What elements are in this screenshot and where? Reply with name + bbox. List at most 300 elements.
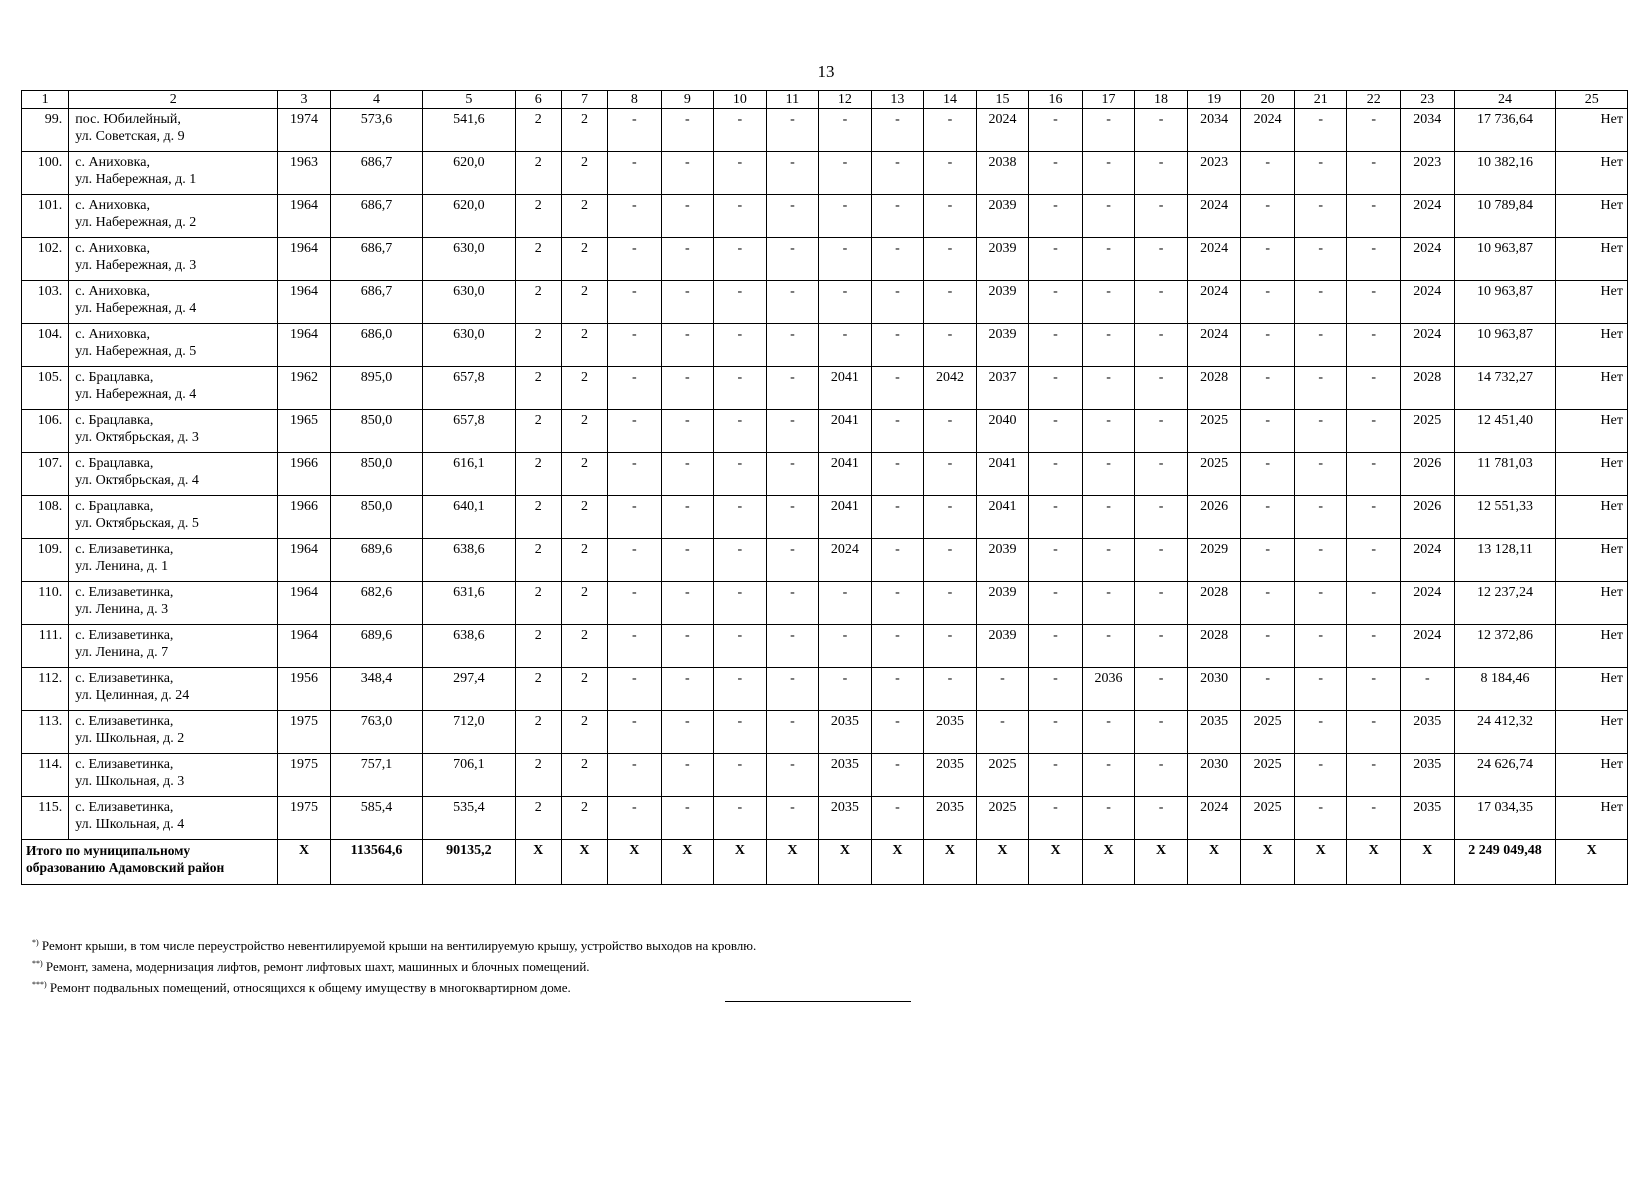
table-cell: - xyxy=(871,238,924,281)
row-number: 114. xyxy=(22,754,69,797)
street-address: ул. Школьная, д. 4 xyxy=(75,817,185,832)
table-cell: 17 736,64 xyxy=(1454,109,1556,152)
table-row xyxy=(22,281,1628,324)
table-cell: - xyxy=(1029,109,1083,152)
table-cell: 630,0 xyxy=(423,324,515,367)
table-cell: - xyxy=(1029,410,1083,453)
table-row xyxy=(22,496,1628,539)
table-cell: - xyxy=(1241,668,1295,711)
table-cell: - xyxy=(1294,539,1347,582)
table-cell: 2030 xyxy=(1187,668,1241,711)
table-cell: - xyxy=(608,453,662,496)
address-cell xyxy=(69,711,278,754)
table-cell: - xyxy=(714,152,767,195)
table-cell: - xyxy=(1241,582,1295,625)
table-cell: - xyxy=(661,152,714,195)
table-cell: - xyxy=(1294,582,1347,625)
table-cell: - xyxy=(1294,324,1347,367)
table-cell: 638,6 xyxy=(423,539,515,582)
table-cell: - xyxy=(1029,367,1083,410)
table-cell: 2034 xyxy=(1401,109,1455,152)
footnote-mark: ***) xyxy=(32,980,47,989)
table-cell: Нет xyxy=(1556,539,1628,582)
table-cell: 2035 xyxy=(924,754,977,797)
table-cell: - xyxy=(1347,109,1401,152)
table-cell: 2035 xyxy=(819,754,872,797)
table-cell: - xyxy=(1135,324,1188,367)
table-cell: - xyxy=(1347,797,1401,840)
table-cell: - xyxy=(766,195,819,238)
table-cell: 2035 xyxy=(1401,797,1455,840)
row-number: 102. xyxy=(22,238,69,281)
footnote-roof xyxy=(32,934,756,955)
table-cell: - xyxy=(714,582,767,625)
table-cell: 2 xyxy=(561,539,607,582)
table-cell: 535,4 xyxy=(423,797,515,840)
total-cell: X xyxy=(1294,840,1347,885)
table-cell: Нет xyxy=(1556,453,1628,496)
table-cell: - xyxy=(661,625,714,668)
table-cell: 2039 xyxy=(976,195,1029,238)
table-cell: Нет xyxy=(1556,625,1628,668)
street-address: ул. Набережная, д. 4 xyxy=(75,301,197,316)
table-cell: 1964 xyxy=(278,195,331,238)
table-cell: - xyxy=(1294,453,1347,496)
table-cell: 2025 xyxy=(976,754,1029,797)
table-cell: - xyxy=(1294,152,1347,195)
table-cell: 686,7 xyxy=(330,152,422,195)
table-row xyxy=(22,152,1628,195)
table-cell: 585,4 xyxy=(330,797,422,840)
table-row xyxy=(22,324,1628,367)
table-cell: - xyxy=(714,195,767,238)
table-cell: 2 xyxy=(515,324,561,367)
column-number: 15 xyxy=(976,91,1029,109)
table-cell: - xyxy=(766,324,819,367)
total-cell: X xyxy=(714,840,767,885)
address-cell xyxy=(69,410,278,453)
table-row xyxy=(22,195,1628,238)
table-cell: 2 xyxy=(561,324,607,367)
table-cell: - xyxy=(608,152,662,195)
table-cell: - xyxy=(1082,711,1135,754)
column-number: 11 xyxy=(766,91,819,109)
column-number: 6 xyxy=(515,91,561,109)
table-cell: - xyxy=(1029,453,1083,496)
column-number: 8 xyxy=(608,91,662,109)
row-number: 113. xyxy=(22,711,69,754)
table-cell: - xyxy=(608,711,662,754)
table-cell: - xyxy=(714,281,767,324)
table-cell: - xyxy=(871,797,924,840)
table-cell: 2 xyxy=(561,625,607,668)
table-cell: - xyxy=(924,238,977,281)
table-cell: 640,1 xyxy=(423,496,515,539)
column-number: 12 xyxy=(819,91,872,109)
table-cell: 2 xyxy=(561,797,607,840)
table-cell: 1963 xyxy=(278,152,331,195)
settlement-name: с. Брацлавка, xyxy=(75,456,154,471)
total-cell: X xyxy=(871,840,924,885)
address-cell xyxy=(69,367,278,410)
table-cell: - xyxy=(1029,754,1083,797)
table-cell: - xyxy=(1241,238,1295,281)
table-cell: 1964 xyxy=(278,281,331,324)
table-cell: Нет xyxy=(1556,496,1628,539)
settlement-name: с. Аниховка, xyxy=(75,241,150,256)
table-cell: 348,4 xyxy=(330,668,422,711)
table-cell: - xyxy=(871,367,924,410)
table-cell: - xyxy=(924,668,977,711)
table-cell: 2024 xyxy=(1401,324,1455,367)
table-cell: - xyxy=(1347,324,1401,367)
table-cell: - xyxy=(871,539,924,582)
footnote-mark: **) xyxy=(32,959,43,968)
table-cell: - xyxy=(1029,539,1083,582)
table-cell: 2 xyxy=(561,238,607,281)
table-cell: - xyxy=(1029,281,1083,324)
column-number: 17 xyxy=(1082,91,1135,109)
closing-rule xyxy=(725,1001,911,1002)
table-cell: - xyxy=(1135,754,1188,797)
table-cell: 12 237,24 xyxy=(1454,582,1556,625)
table-cell: 2041 xyxy=(819,453,872,496)
table-cell: 2 xyxy=(561,668,607,711)
settlement-name: с. Аниховка, xyxy=(75,327,150,342)
table-cell: 2024 xyxy=(1401,238,1455,281)
table-cell: - xyxy=(1347,754,1401,797)
table-cell: 2 xyxy=(561,367,607,410)
table-cell: - xyxy=(1347,539,1401,582)
table-cell: - xyxy=(924,453,977,496)
table-cell: 2 xyxy=(515,152,561,195)
table-cell: 630,0 xyxy=(423,281,515,324)
table-cell: - xyxy=(714,367,767,410)
total-label-line: Итого по муниципальному xyxy=(26,843,191,858)
table-cell: 24 412,32 xyxy=(1454,711,1556,754)
table-cell: 630,0 xyxy=(423,238,515,281)
table-cell: 17 034,35 xyxy=(1454,797,1556,840)
column-number-row xyxy=(22,91,1628,109)
total-cell: X xyxy=(1347,840,1401,885)
table-cell: - xyxy=(608,582,662,625)
table-cell: - xyxy=(819,625,872,668)
table-cell: 850,0 xyxy=(330,453,422,496)
address-cell xyxy=(69,281,278,324)
street-address: ул. Школьная, д. 2 xyxy=(75,731,185,746)
table-cell: 2035 xyxy=(1401,711,1455,754)
table-cell: 2023 xyxy=(1187,152,1241,195)
table-row xyxy=(22,453,1628,496)
table-cell: - xyxy=(1135,668,1188,711)
total-cell: X xyxy=(766,840,819,885)
table-cell: - xyxy=(661,238,714,281)
table-cell: - xyxy=(924,109,977,152)
table-cell: - xyxy=(766,797,819,840)
table-cell: - xyxy=(1029,711,1083,754)
table-cell: - xyxy=(714,453,767,496)
table-cell: 2 xyxy=(515,281,561,324)
total-row xyxy=(22,840,1628,885)
table-cell: 10 963,87 xyxy=(1454,281,1556,324)
table-cell: 2 xyxy=(515,195,561,238)
column-number: 1 xyxy=(22,91,69,109)
table-cell: - xyxy=(766,238,819,281)
street-address: ул. Школьная, д. 3 xyxy=(75,774,185,789)
table-cell: 763,0 xyxy=(330,711,422,754)
page-number: 13 xyxy=(817,62,835,81)
table-cell: 2025 xyxy=(1401,410,1455,453)
table-cell: - xyxy=(871,711,924,754)
total-cell: X xyxy=(278,840,331,885)
table-cell: - xyxy=(766,625,819,668)
table-cell: 13 128,11 xyxy=(1454,539,1556,582)
table-cell: 2 xyxy=(515,582,561,625)
table-cell: - xyxy=(608,539,662,582)
table-cell: 2025 xyxy=(976,797,1029,840)
total-label-line: образованию Адамовский район xyxy=(26,860,225,875)
table-cell: - xyxy=(1347,453,1401,496)
table-cell: 2030 xyxy=(1187,754,1241,797)
table-cell: - xyxy=(924,281,977,324)
table-cell: 2024 xyxy=(1241,109,1295,152)
total-cell: X xyxy=(819,840,872,885)
table-cell: - xyxy=(661,453,714,496)
table-cell: 8 184,46 xyxy=(1454,668,1556,711)
table-cell: 2026 xyxy=(1401,496,1455,539)
table-cell: - xyxy=(924,582,977,625)
table-cell: - xyxy=(1241,539,1295,582)
table-cell: 2035 xyxy=(1187,711,1241,754)
table-cell: - xyxy=(976,668,1029,711)
column-number: 21 xyxy=(1294,91,1347,109)
table-cell: - xyxy=(1082,152,1135,195)
street-address: ул. Советская, д. 9 xyxy=(75,129,185,144)
table-cell: - xyxy=(819,324,872,367)
settlement-name: с. Елизаветинка, xyxy=(75,542,174,557)
table-cell: - xyxy=(1401,668,1455,711)
table-cell: - xyxy=(819,152,872,195)
total-cell: X xyxy=(1401,840,1455,885)
table-cell: - xyxy=(1347,367,1401,410)
table-cell: 2 xyxy=(561,711,607,754)
table-cell: - xyxy=(1082,539,1135,582)
table-cell: 2 xyxy=(561,410,607,453)
settlement-name: с. Елизаветинка, xyxy=(75,800,174,815)
table-cell: 686,7 xyxy=(330,195,422,238)
table-cell: - xyxy=(1294,109,1347,152)
column-number: 22 xyxy=(1347,91,1401,109)
table-cell: 850,0 xyxy=(330,410,422,453)
table-row xyxy=(22,668,1628,711)
table-cell: - xyxy=(1135,625,1188,668)
table-cell: - xyxy=(714,754,767,797)
table-cell: Нет xyxy=(1556,367,1628,410)
total-cell: 2 249 049,48 xyxy=(1454,840,1556,885)
table-cell: - xyxy=(608,195,662,238)
table-cell: 2037 xyxy=(976,367,1029,410)
table-cell: 2039 xyxy=(976,281,1029,324)
table-cell: - xyxy=(1347,281,1401,324)
table-cell: 1964 xyxy=(278,324,331,367)
street-address: ул. Набережная, д. 3 xyxy=(75,258,197,273)
settlement-name: с. Елизаветинка, xyxy=(75,714,174,729)
total-cell: X xyxy=(1135,840,1188,885)
table-cell: Нет xyxy=(1556,582,1628,625)
table-cell: - xyxy=(1241,195,1295,238)
table-cell: - xyxy=(608,797,662,840)
table-cell: 24 626,74 xyxy=(1454,754,1556,797)
table-cell: - xyxy=(1294,711,1347,754)
table-cell: 2039 xyxy=(976,238,1029,281)
table-cell: - xyxy=(1029,195,1083,238)
table-cell: - xyxy=(1029,582,1083,625)
table-cell: 638,6 xyxy=(423,625,515,668)
table-cell: - xyxy=(819,668,872,711)
table-cell: - xyxy=(661,539,714,582)
table-cell: - xyxy=(608,109,662,152)
table-cell: - xyxy=(766,109,819,152)
table-cell: 2 xyxy=(515,238,561,281)
table-cell: - xyxy=(819,195,872,238)
table-cell: - xyxy=(1241,152,1295,195)
street-address: ул. Набережная, д. 5 xyxy=(75,344,197,359)
table-cell: 2039 xyxy=(976,625,1029,668)
repair-schedule-table xyxy=(21,90,1628,885)
footnote-elevators xyxy=(32,955,756,976)
table-cell: - xyxy=(1294,496,1347,539)
table-row xyxy=(22,711,1628,754)
table-cell: 2041 xyxy=(976,496,1029,539)
table-cell: - xyxy=(871,496,924,539)
table-cell: - xyxy=(871,625,924,668)
table-cell: Нет xyxy=(1556,195,1628,238)
table-cell: 2035 xyxy=(819,797,872,840)
table-cell: 2 xyxy=(515,754,561,797)
table-cell: - xyxy=(1294,410,1347,453)
table-cell: - xyxy=(924,539,977,582)
table-cell: 2039 xyxy=(976,539,1029,582)
settlement-name: с. Елизаветинка, xyxy=(75,628,174,643)
table-cell: - xyxy=(1082,195,1135,238)
table-cell: 2028 xyxy=(1187,367,1241,410)
table-cell: - xyxy=(766,668,819,711)
table-cell: - xyxy=(1135,797,1188,840)
table-body xyxy=(22,91,1628,885)
footnote-basement xyxy=(32,976,756,997)
table-cell: 2025 xyxy=(1241,711,1295,754)
settlement-name: с. Елизаветинка, xyxy=(75,671,174,686)
street-address: ул. Целинная, д. 24 xyxy=(75,688,190,703)
table-cell: 2 xyxy=(561,195,607,238)
table-cell: 2024 xyxy=(1401,582,1455,625)
table-cell: - xyxy=(766,410,819,453)
table-cell: - xyxy=(1294,238,1347,281)
settlement-name: с. Брацлавка, xyxy=(75,499,154,514)
address-cell xyxy=(69,324,278,367)
total-cell: X xyxy=(608,840,662,885)
table-cell: 2 xyxy=(561,754,607,797)
table-cell: 1975 xyxy=(278,797,331,840)
settlement-name: с. Брацлавка, xyxy=(75,413,154,428)
table-cell: 2041 xyxy=(819,410,872,453)
table-cell: 12 372,86 xyxy=(1454,625,1556,668)
table-cell: 2041 xyxy=(819,367,872,410)
table-cell: - xyxy=(608,281,662,324)
table-cell: - xyxy=(766,367,819,410)
table-cell: 2024 xyxy=(1187,324,1241,367)
address-cell xyxy=(69,238,278,281)
table-cell: - xyxy=(1135,109,1188,152)
column-number: 13 xyxy=(871,91,924,109)
table-row xyxy=(22,797,1628,840)
table-cell: 2024 xyxy=(1401,539,1455,582)
table-cell: 620,0 xyxy=(423,195,515,238)
table-cell: - xyxy=(608,324,662,367)
total-cell: X xyxy=(1241,840,1295,885)
address-cell xyxy=(69,582,278,625)
street-address: ул. Ленина, д. 1 xyxy=(75,559,169,574)
table-cell: 2024 xyxy=(1401,195,1455,238)
table-cell: - xyxy=(871,281,924,324)
table-cell: 2 xyxy=(561,152,607,195)
table-cell: 2 xyxy=(515,797,561,840)
table-cell: - xyxy=(714,797,767,840)
total-cell: 90135,2 xyxy=(423,840,515,885)
address-cell xyxy=(69,152,278,195)
table-cell: - xyxy=(661,195,714,238)
table-cell: - xyxy=(661,324,714,367)
table-cell: - xyxy=(661,281,714,324)
table-cell: 12 451,40 xyxy=(1454,410,1556,453)
table-cell: 10 963,87 xyxy=(1454,238,1556,281)
table-cell: - xyxy=(924,195,977,238)
row-number: 106. xyxy=(22,410,69,453)
table-cell: - xyxy=(924,625,977,668)
table-cell: 2024 xyxy=(819,539,872,582)
column-number: 5 xyxy=(423,91,515,109)
row-number: 105. xyxy=(22,367,69,410)
total-cell: X xyxy=(1187,840,1241,885)
table-cell: - xyxy=(1029,324,1083,367)
total-cell: X xyxy=(515,840,561,885)
address-cell xyxy=(69,754,278,797)
total-cell: X xyxy=(924,840,977,885)
table-cell: - xyxy=(661,711,714,754)
table-cell: - xyxy=(819,281,872,324)
table-cell: 616,1 xyxy=(423,453,515,496)
table-cell: 10 789,84 xyxy=(1454,195,1556,238)
total-cell: X xyxy=(976,840,1029,885)
table-cell: - xyxy=(661,109,714,152)
table-cell: - xyxy=(661,410,714,453)
table-cell: - xyxy=(714,109,767,152)
total-cell: X xyxy=(1029,840,1083,885)
table-cell: - xyxy=(1294,625,1347,668)
address-cell xyxy=(69,539,278,582)
table-cell: 2025 xyxy=(1241,754,1295,797)
table-cell: - xyxy=(1347,711,1401,754)
table-row xyxy=(22,238,1628,281)
table-cell: - xyxy=(1135,453,1188,496)
table-cell: 2029 xyxy=(1187,539,1241,582)
total-cell: 113564,6 xyxy=(330,840,422,885)
table-cell: 689,6 xyxy=(330,539,422,582)
total-cell: X xyxy=(1556,840,1628,885)
table-cell: 1966 xyxy=(278,453,331,496)
table-cell: Нет xyxy=(1556,754,1628,797)
table-cell: 573,6 xyxy=(330,109,422,152)
